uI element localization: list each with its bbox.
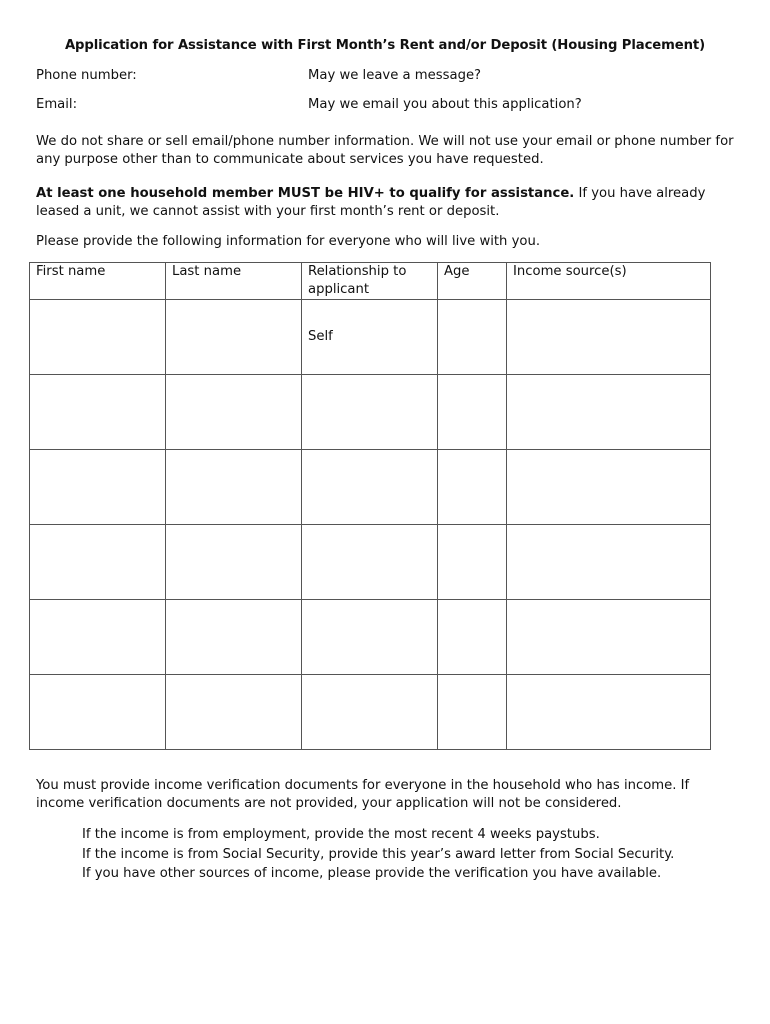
age-cell[interactable] [438, 525, 507, 600]
table-header-row [30, 263, 711, 300]
first-name-cell[interactable] [30, 675, 166, 750]
relationship-cell[interactable] [302, 525, 438, 600]
list-item: If the income is from employment, provide the most recent 4 weeks paystubs. [82, 827, 600, 842]
last-name-cell[interactable] [166, 300, 302, 375]
first-name-cell[interactable] [30, 300, 166, 375]
income-source-cell[interactable] [507, 300, 711, 375]
household-table [29, 262, 711, 750]
last-name-cell[interactable] [166, 600, 302, 675]
eligibility-requirement: At least one household member MUST be HIV+ to qualify for assistance. [36, 186, 575, 201]
email-label: Email: [36, 97, 78, 112]
age-cell[interactable] [438, 600, 507, 675]
last-name-cell[interactable] [166, 375, 302, 450]
phone-number-label: Phone number: [36, 68, 137, 83]
household-instruction: Please provide the following information for everyone who will live with you. [36, 234, 541, 249]
last-name-cell[interactable] [166, 675, 302, 750]
income-source-cell[interactable] [507, 525, 711, 600]
age-cell[interactable] [438, 450, 507, 525]
relationship-cell[interactable] [302, 375, 438, 450]
list-item: If the income is from Social Security, provide this year’s award letter from Social Security. [82, 846, 675, 862]
leave-message-label: May we leave a message? [308, 68, 482, 83]
first-name-cell[interactable] [30, 450, 166, 525]
form-title: Application for Assistance with First Month’s Rent and/or Deposit (Housing Placement) [64, 38, 706, 53]
income-source-cell[interactable] [507, 375, 711, 450]
header-income-sources: Income source(s) [507, 263, 711, 300]
relationship-self: Self [308, 329, 333, 344]
first-name-cell[interactable] [30, 600, 166, 675]
income-source-cell[interactable] [507, 450, 711, 525]
relationship-cell[interactable] [302, 675, 438, 750]
income-source-cell[interactable] [507, 600, 711, 675]
table-row [30, 300, 711, 375]
email-permission-label: May we email you about this application? [308, 97, 582, 112]
age-cell[interactable] [438, 375, 507, 450]
eligibility-notice [36, 185, 736, 221]
last-name-cell[interactable] [166, 525, 302, 600]
verification-notice: You must provide income verification documents for everyone in the household who has income. If income verification documents are not provided, your application will not be considered. [36, 778, 690, 811]
first-name-cell[interactable] [30, 375, 166, 450]
header-age: Age [438, 263, 507, 300]
table-row [30, 450, 711, 525]
table-row [30, 375, 711, 450]
table-row [30, 600, 711, 675]
list-item: If you have other sources of income, please provide the verification you have available. [82, 866, 662, 881]
age-cell[interactable] [438, 675, 507, 750]
eligibility-detail: If you have already leased a unit, we cannot assist with your first month’s rent or deposit. [36, 186, 706, 219]
table-row [30, 525, 711, 600]
relationship-cell[interactable] [302, 450, 438, 525]
header-relationship: Relationship to applicant [302, 263, 438, 300]
verification-list [82, 825, 674, 884]
table-row [30, 675, 711, 750]
privacy-notice: We do not share or sell email/phone number information. We will not use your email or phone number for any purpose other than to communicate about services you have requested. [36, 134, 734, 167]
header-first-name: First name [30, 263, 166, 300]
first-name-cell[interactable] [30, 525, 166, 600]
income-source-cell[interactable] [507, 675, 711, 750]
age-cell[interactable] [438, 300, 507, 375]
relationship-cell[interactable] [302, 600, 438, 675]
last-name-cell[interactable] [166, 450, 302, 525]
header-last-name: Last name [166, 263, 302, 300]
relationship-cell[interactable] [302, 300, 438, 375]
